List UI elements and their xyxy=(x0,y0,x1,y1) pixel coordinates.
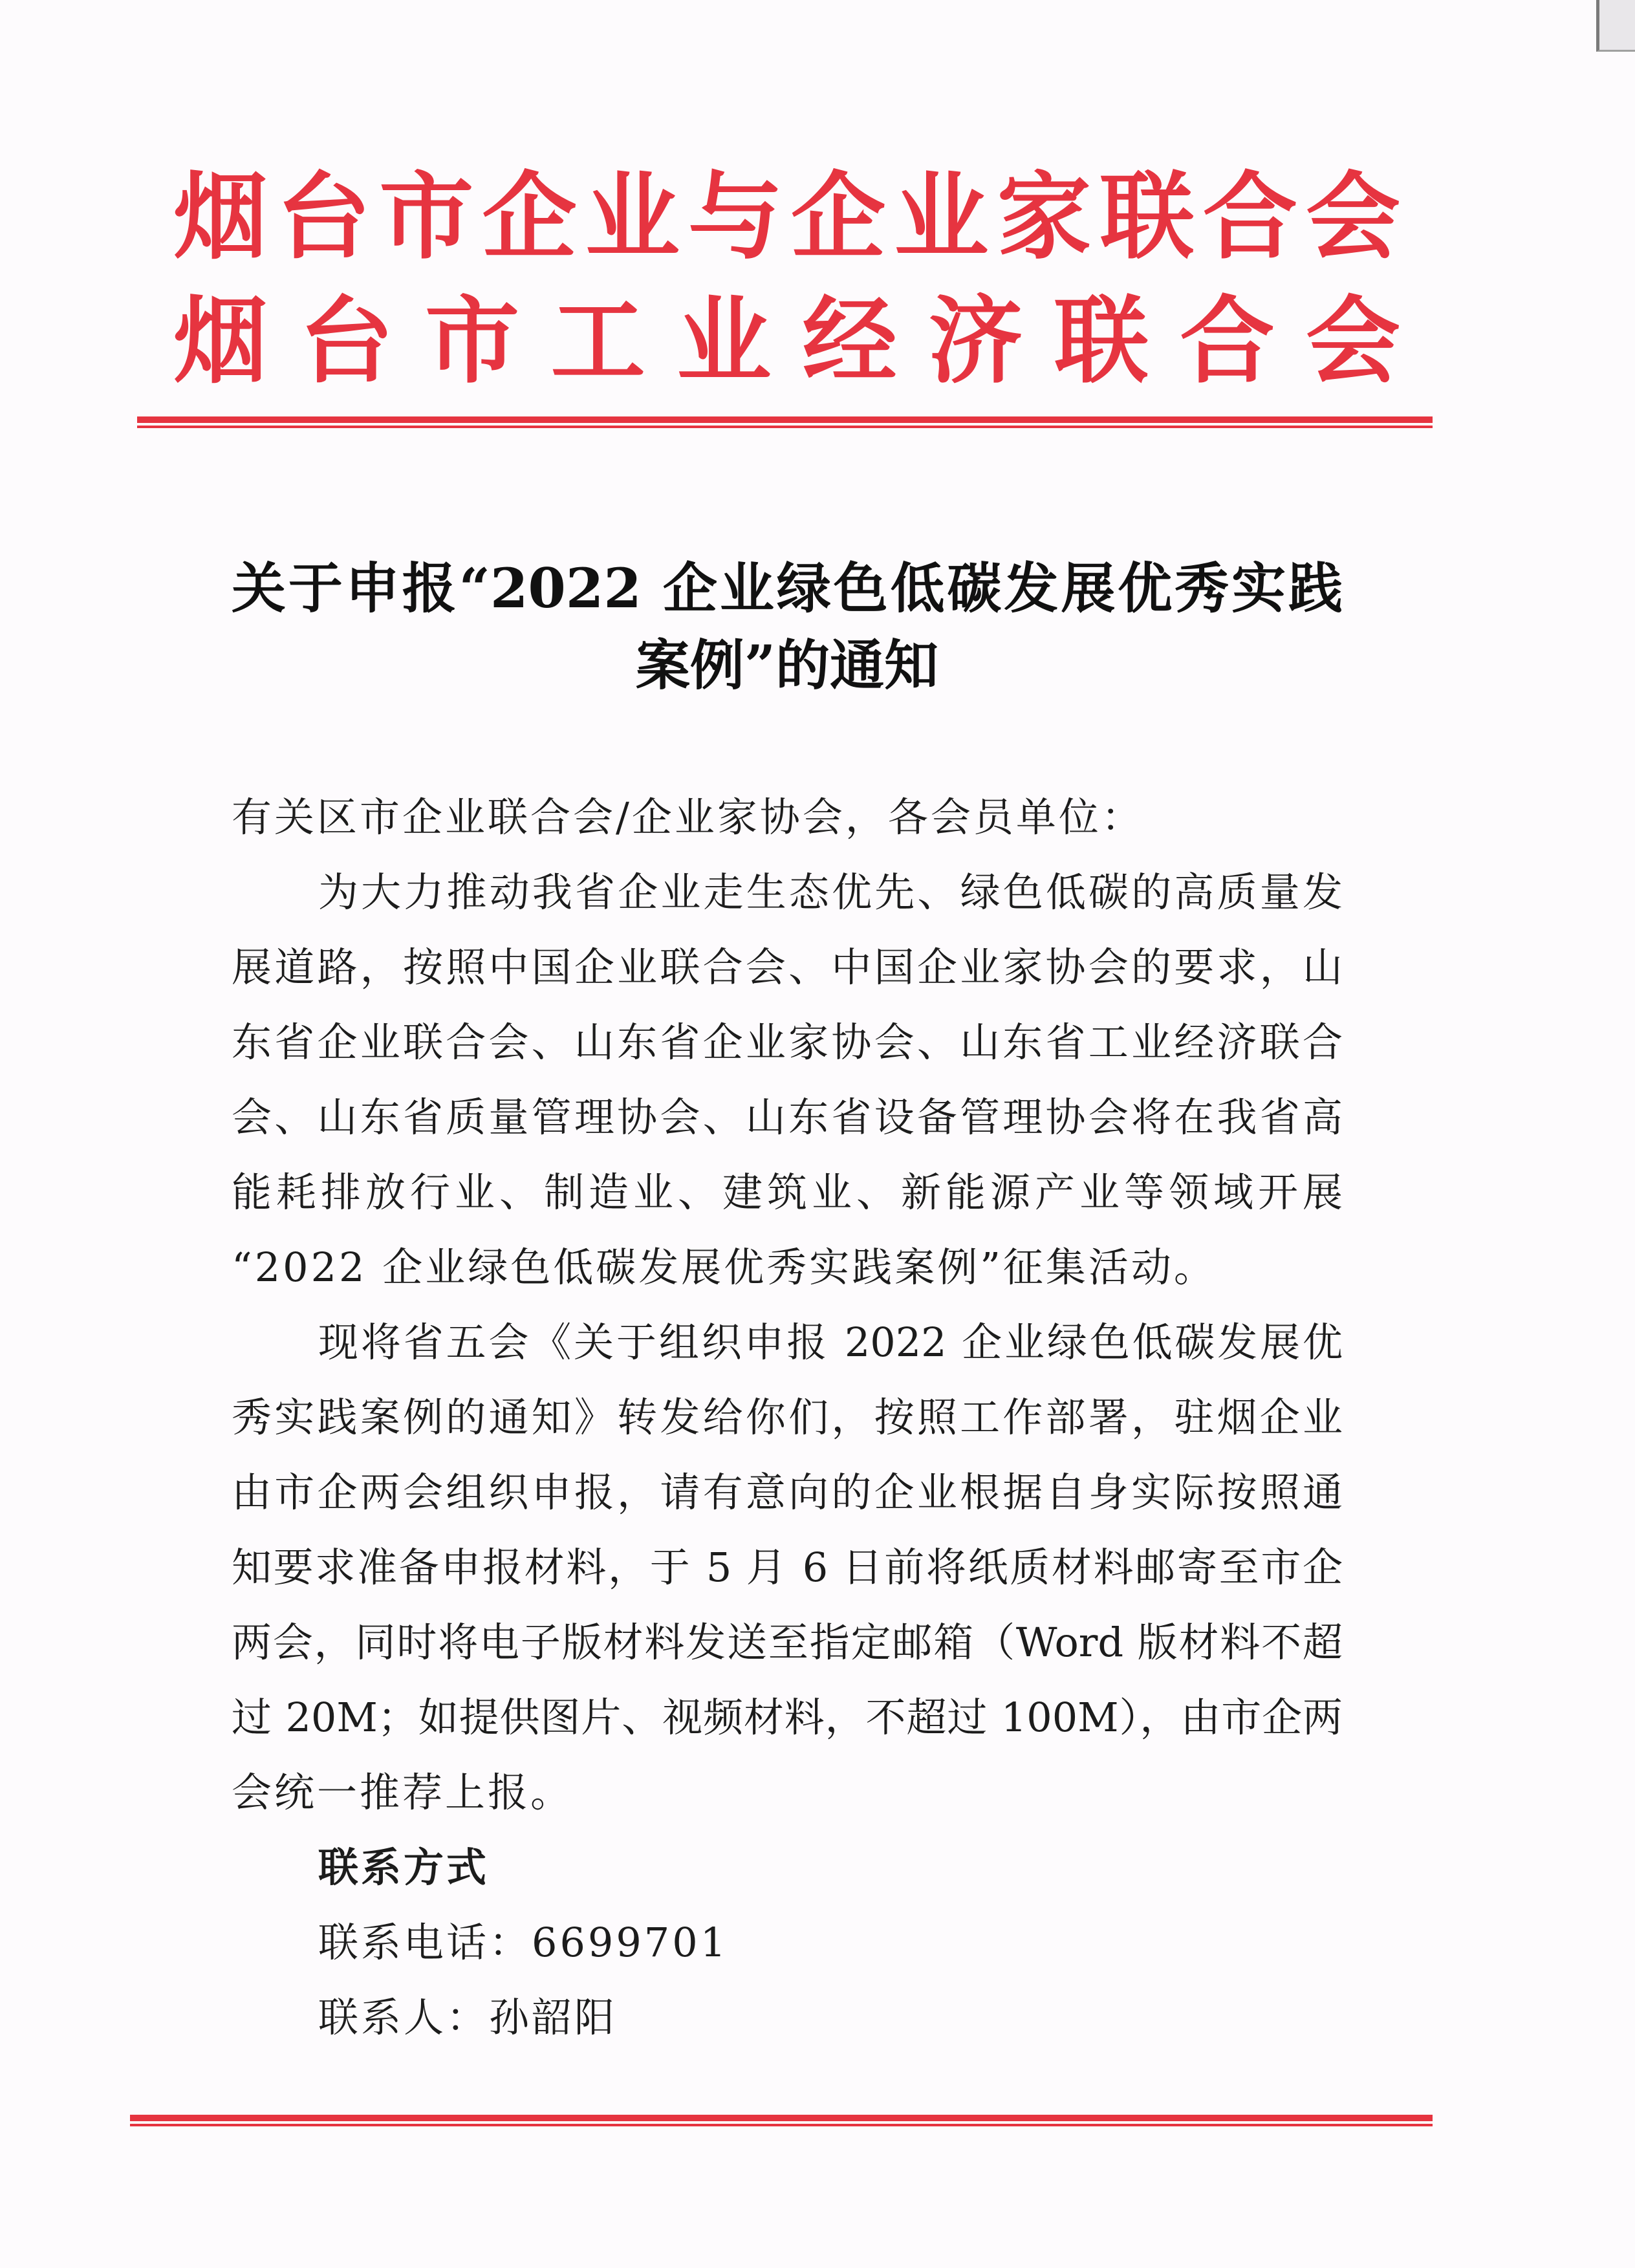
body-line: 现将省五会《关于组织申报 2022 企业绿色低碳发展优 xyxy=(318,1319,1343,1366)
paragraph-1 xyxy=(232,855,1343,1305)
body-line: 能耗排放行业、制造业、建筑业、新能源产业等领域开展 xyxy=(232,1169,1343,1216)
body-line: 过 20M；如提供图片、视频材料，不超过 100M），由市企两 xyxy=(232,1694,1343,1741)
contact-section xyxy=(232,1830,1343,2055)
body-line: “2022 企业绿色低碳发展优秀实践案例”征集活动。 xyxy=(232,1244,1217,1291)
contact-heading: 联系方式 xyxy=(318,1844,490,1891)
contact-phone-value: 6699701 xyxy=(532,1919,729,1966)
contact-phone-label: 联系电话： xyxy=(318,1919,532,1966)
bottom-red-double-rule xyxy=(130,2115,1433,2126)
letterhead-line-1: 烟台市企业与企业家联合会 xyxy=(173,162,1400,272)
body-line: 为大力推动我省企业走生态优先、绿色低碳的高质量发 xyxy=(318,869,1343,916)
body-line: 两会，同时将电子版材料发送至指定邮箱（Word 版材料不超 xyxy=(232,1619,1343,1666)
title-line-2: 案例”的通知 xyxy=(635,633,939,697)
body-line: 知要求准备申报材料，于 5 月 6 日前将纸质材料邮寄至市企 xyxy=(232,1544,1343,1591)
contact-phone xyxy=(232,1905,1343,1980)
document-title xyxy=(232,550,1343,704)
rule-thick-line xyxy=(137,416,1433,423)
body-line: 会统一推荐上报。 xyxy=(232,1769,574,1816)
contact-person-label: 联系人： xyxy=(318,1994,490,2041)
body-line: 展道路，按照中国企业联合会、中国企业家协会的要求，山 xyxy=(232,944,1343,991)
rule-thick-line xyxy=(130,2115,1433,2121)
body-line: 会、山东省质量管理协会、山东省设备管理协会将在我省高 xyxy=(232,1094,1343,1141)
scan-edge-mark xyxy=(1596,0,1635,52)
rule-thin-line xyxy=(137,426,1433,428)
salutation: 有关区市企业联合会/企业家协会，各会员单位： xyxy=(232,794,1144,841)
title-line-1: 关于申报“2022 企业绿色低碳发展优秀实践 xyxy=(232,556,1343,620)
letterhead-line-2: 烟台市工业经济联合会 xyxy=(173,286,1400,396)
rule-thin-line xyxy=(130,2124,1433,2126)
top-red-double-rule xyxy=(137,416,1433,428)
contact-person xyxy=(232,1980,1343,2055)
contact-person-value: 孙韶阳 xyxy=(489,1994,618,2041)
letterhead xyxy=(173,155,1400,404)
document-body xyxy=(232,780,1343,2055)
body-line: 秀实践案例的通知》转发给你们，按照工作部署，驻烟企业 xyxy=(232,1394,1343,1441)
paragraph-2 xyxy=(232,1305,1343,1830)
body-line: 东省企业联合会、山东省企业家协会、山东省工业经济联合 xyxy=(232,1019,1343,1066)
body-line: 由市企两会组织申报，请有意向的企业根据自身实际按照通 xyxy=(232,1469,1343,1516)
